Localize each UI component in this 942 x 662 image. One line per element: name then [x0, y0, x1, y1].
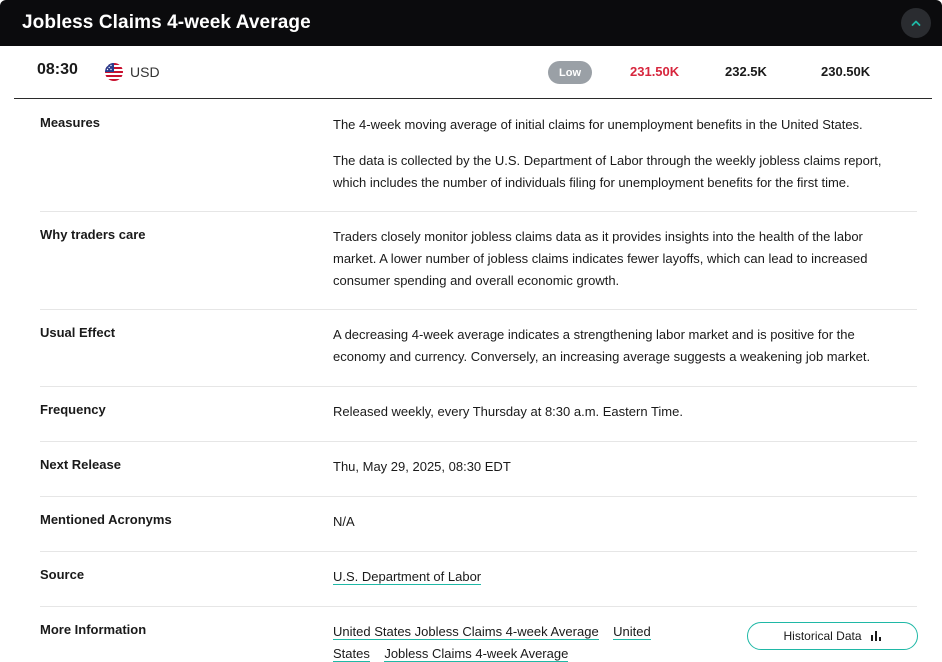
detail-label: Measures [40, 115, 100, 130]
detail-row-usual-effect [40, 310, 917, 387]
detail-label: Why traders care [40, 227, 146, 242]
detail-row-frequency [40, 387, 917, 442]
historical-data-button[interactable] [747, 622, 918, 650]
detail-row-why-traders-care [40, 212, 917, 310]
impact-badge: Low [548, 61, 592, 84]
detail-label: Mentioned Acronyms [40, 512, 172, 527]
detail-value [333, 114, 893, 194]
detail-value: Released weekly, every Thursday at 8:30 a.m. Eastern Time. [333, 404, 683, 419]
event-title: Jobless Claims 4-week Average [22, 12, 311, 33]
detail-label: Usual Effect [40, 325, 116, 340]
previous-value: 230.50K [821, 64, 871, 79]
detail-label: Next Release [40, 457, 121, 472]
historical-data-label: Historical Data [783, 629, 862, 643]
event-details [40, 99, 917, 662]
detail-value [333, 566, 893, 588]
detail-value: N/A [333, 514, 355, 529]
detail-row-next-release [40, 442, 917, 497]
more-info-link-united-states[interactable]: United States [333, 624, 651, 661]
more-info-link-jobless-claims[interactable]: Jobless Claims 4-week Average [384, 646, 569, 661]
actual-value: 231.50K [630, 64, 680, 79]
bar-chart-icon [870, 630, 882, 642]
measures-paragraph-1: The 4-week moving average of initial claims for unemployment benefits in the United States. [333, 117, 863, 132]
detail-row-measures [40, 99, 917, 212]
us-flag-icon [105, 63, 123, 81]
more-info-link-united-states-jobless-claims[interactable]: United States Jobless Claims 4-week Average [333, 624, 599, 639]
detail-label: Source [40, 567, 85, 582]
currency-code: USD [130, 64, 160, 80]
detail-row-source [40, 552, 917, 607]
event-header [0, 0, 942, 46]
measures-paragraph-2: The data is collected by the U.S. Department of Labor through the weekly jobless claims report, which includes the number of individuals filing for unemployment benefits for the first time. [333, 153, 882, 190]
detail-row-mentioned-acronyms [40, 497, 917, 552]
detail-value: Traders closely monitor jobless claims data as it provides insights into the health of the labor market. A lower number of jobless claims indicates fewer layoffs, which can lead to increased consumer spending and overall economic growth. [333, 229, 868, 288]
detail-label: More Information [40, 622, 147, 637]
chevron-up-icon [910, 17, 922, 29]
source-link[interactable]: U.S. Department of Labor [333, 569, 482, 584]
detail-value [333, 621, 673, 662]
detail-value: A decreasing 4-week average indicates a strengthening labor market and is positive for the economy and currency. Conversely, an increasing average suggests a weakening job market. [333, 327, 871, 364]
forecast-value: 232.5K [725, 64, 767, 79]
detail-value: Thu, May 29, 2025, 08:30 EDT [333, 459, 511, 474]
event-time: 08:30 [37, 61, 78, 78]
collapse-button[interactable] [901, 8, 931, 38]
detail-label: Frequency [40, 402, 106, 417]
event-summary-row [14, 46, 932, 99]
